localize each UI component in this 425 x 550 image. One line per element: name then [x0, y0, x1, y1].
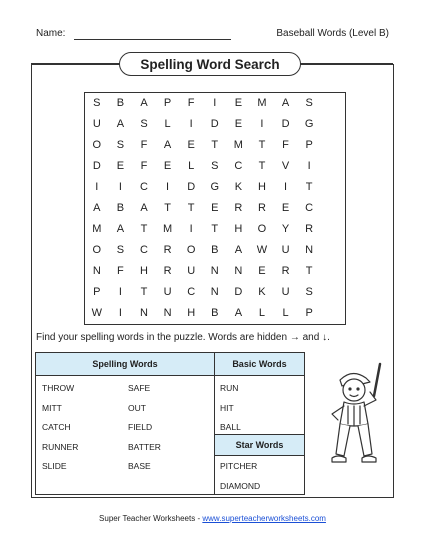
- basic-word: RUN: [220, 383, 239, 393]
- basic-words-heading: Basic Words: [215, 353, 304, 376]
- grid-letter[interactable]: I: [307, 160, 311, 172]
- grid-letter[interactable]: D: [92, 160, 101, 172]
- grid-letter[interactable]: M: [233, 139, 243, 151]
- star-word: DIAMOND: [220, 480, 261, 491]
- grid-letter[interactable]: N: [210, 286, 219, 298]
- spelling-word: THROW: [42, 383, 75, 393]
- grid-letter[interactable]: F: [140, 160, 148, 172]
- grid-letter[interactable]: C: [140, 181, 148, 193]
- title-rule-left: [31, 63, 120, 64]
- grid-letter[interactable]: I: [118, 307, 122, 319]
- grid-letter[interactable]: E: [258, 265, 266, 277]
- grid-letter[interactable]: L: [282, 307, 289, 319]
- spelling-word: RUNNER: [42, 441, 79, 452]
- spelling-word: FIELD: [128, 422, 153, 432]
- spelling-word: SLIDE: [42, 461, 67, 471]
- grid-letter[interactable]: P: [305, 139, 313, 151]
- grid-letter[interactable]: H: [234, 223, 243, 235]
- grid-letter[interactable]: N: [140, 307, 148, 319]
- grid-letter[interactable]: R: [257, 202, 266, 214]
- grid-letter[interactable]: R: [163, 265, 172, 277]
- worksheet-level: Baseball Words (Level B): [276, 28, 389, 39]
- grid-letter[interactable]: E: [187, 139, 195, 151]
- grid-letter[interactable]: O: [92, 244, 102, 256]
- grid-letter[interactable]: R: [163, 244, 172, 256]
- grid-letter[interactable]: L: [258, 307, 266, 319]
- grid-letter[interactable]: B: [116, 97, 125, 109]
- grid-letter[interactable]: F: [117, 265, 124, 277]
- grid-letter[interactable]: S: [305, 286, 313, 298]
- grid-letter[interactable]: N: [92, 265, 101, 277]
- basic-word: BALL: [220, 422, 241, 432]
- grid-letter[interactable]: A: [140, 97, 148, 109]
- grid-letter[interactable]: I: [284, 181, 288, 193]
- grid-letter[interactable]: F: [140, 139, 148, 151]
- grid-letter[interactable]: C: [140, 244, 148, 256]
- grid-letter[interactable]: B: [211, 244, 219, 256]
- instructions: Find your spelling words in the puzzle. Words are hidden → and ↓.: [36, 332, 330, 343]
- grid-letter[interactable]: D: [281, 118, 290, 130]
- spelling-word: SAFE: [128, 383, 151, 393]
- grid-letter[interactable]: H: [257, 181, 266, 193]
- grid-row: [85, 282, 345, 303]
- grid-letter[interactable]: L: [188, 160, 195, 172]
- grid-letter[interactable]: I: [95, 181, 99, 193]
- grid-letter[interactable]: A: [93, 202, 101, 214]
- grid-letter[interactable]: P: [93, 286, 101, 298]
- grid-letter[interactable]: T: [140, 223, 148, 235]
- grid-letter[interactable]: I: [118, 181, 122, 193]
- grid-letter[interactable]: N: [305, 244, 314, 256]
- grid-letter[interactable]: I: [189, 118, 193, 130]
- baseball-player-illustration: [318, 362, 392, 474]
- grid-letter[interactable]: S: [116, 244, 125, 256]
- grid-letter[interactable]: M: [257, 97, 267, 109]
- grid-letter[interactable]: A: [140, 202, 148, 214]
- grid-letter[interactable]: H: [140, 265, 148, 277]
- title-rule-right: [299, 63, 393, 64]
- grid-letter[interactable]: V: [281, 160, 290, 172]
- grid-letter[interactable]: W: [256, 244, 268, 256]
- grid-letter[interactable]: P: [163, 97, 172, 109]
- spelling-word: CATCH: [42, 422, 71, 432]
- grid-letter[interactable]: H: [187, 307, 196, 319]
- grid-letter[interactable]: T: [187, 202, 195, 214]
- grid-letter[interactable]: A: [163, 139, 172, 151]
- grid-letter[interactable]: U: [187, 265, 196, 277]
- grid-letter[interactable]: E: [211, 202, 219, 214]
- grid-letter[interactable]: T: [258, 139, 266, 151]
- grid-letter[interactable]: E: [281, 202, 290, 214]
- grid-letter[interactable]: C: [187, 286, 196, 298]
- grid-letter[interactable]: C: [305, 202, 314, 214]
- table-divider: [214, 353, 215, 494]
- grid-row: [85, 156, 345, 177]
- grid-letter[interactable]: B: [211, 307, 219, 319]
- grid-letter[interactable]: A: [234, 244, 243, 256]
- grid-letter[interactable]: S: [211, 160, 219, 172]
- grid-letter[interactable]: T: [258, 160, 266, 172]
- grid-letter[interactable]: O: [92, 139, 102, 151]
- grid-letter[interactable]: A: [281, 97, 290, 109]
- grid-letter[interactable]: N: [234, 265, 243, 277]
- spelling-word: MITT: [42, 402, 62, 413]
- grid-letter[interactable]: T: [164, 202, 171, 214]
- basic-word: HIT: [220, 402, 234, 413]
- spelling-words-heading: Spelling Words: [36, 353, 214, 376]
- grid-row: [85, 198, 345, 219]
- grid-row: [85, 219, 345, 240]
- grid-letter[interactable]: B: [116, 202, 125, 214]
- word-search-grid: [84, 92, 346, 325]
- footer-prefix: Super Teacher Worksheets -: [99, 514, 203, 523]
- grid-letter[interactable]: T: [305, 265, 313, 277]
- star-words-heading: Star Words: [215, 434, 304, 456]
- grid-letter[interactable]: U: [92, 118, 101, 130]
- grid-letter[interactable]: T: [211, 223, 219, 235]
- grid-letter[interactable]: M: [92, 223, 102, 235]
- grid-letter[interactable]: I: [260, 118, 264, 130]
- grid-letter[interactable]: O: [257, 223, 267, 235]
- grid-letter[interactable]: N: [210, 265, 219, 277]
- grid-letter[interactable]: E: [234, 118, 243, 130]
- name-label: Name:: [36, 28, 66, 39]
- grid-letter[interactable]: W: [91, 307, 102, 319]
- grid-letter[interactable]: I: [213, 97, 217, 109]
- grid-letter[interactable]: A: [116, 223, 125, 235]
- grid-letter[interactable]: T: [211, 139, 219, 151]
- grid-letter[interactable]: U: [281, 286, 290, 298]
- grid-letter[interactable]: G: [304, 118, 314, 130]
- grid-letter[interactable]: T: [305, 181, 313, 193]
- grid-letter[interactable]: K: [258, 286, 266, 298]
- word-bank-table: [35, 352, 305, 495]
- spelling-word: BASE: [128, 461, 151, 471]
- grid-letter[interactable]: U: [281, 244, 290, 256]
- grid-letter[interactable]: U: [163, 286, 172, 298]
- grid-letter[interactable]: E: [116, 160, 125, 172]
- grid-letter[interactable]: F: [282, 139, 289, 151]
- grid-letter[interactable]: R: [281, 265, 290, 277]
- grid-letter[interactable]: S: [305, 97, 313, 109]
- grid-letter[interactable]: P: [305, 307, 313, 319]
- grid-letter[interactable]: Y: [281, 223, 290, 235]
- spelling-word: OUT: [128, 402, 146, 413]
- grid-letter[interactable]: O: [186, 244, 196, 256]
- footer: [0, 514, 425, 523]
- grid-row: [85, 93, 345, 114]
- grid-letter[interactable]: D: [234, 286, 243, 298]
- grid-letter[interactable]: K: [234, 181, 243, 193]
- grid-row: [85, 303, 345, 324]
- worksheet-header: [36, 28, 389, 44]
- grid-letter[interactable]: I: [189, 223, 193, 235]
- grid-letter[interactable]: S: [93, 97, 101, 109]
- grid-letter[interactable]: R: [305, 223, 314, 235]
- grid-letter[interactable]: I: [118, 286, 122, 298]
- grid-letter[interactable]: N: [163, 307, 172, 319]
- grid-row: [85, 261, 345, 282]
- grid-row: [85, 177, 345, 198]
- grid-letter[interactable]: C: [234, 160, 243, 172]
- grid-letter[interactable]: E: [163, 160, 172, 172]
- spelling-word: BATTER: [128, 441, 161, 452]
- grid-letter[interactable]: R: [234, 202, 243, 214]
- grid-letter[interactable]: D: [210, 118, 219, 130]
- star-word: PITCHER: [220, 461, 258, 471]
- page-title: Spelling Word Search: [119, 52, 301, 76]
- footer-link[interactable]: www.superteacherworksheets.com: [202, 514, 326, 523]
- grid-letter[interactable]: F: [187, 97, 195, 109]
- grid-row: [85, 114, 345, 135]
- grid-row: [85, 135, 345, 156]
- grid-letter[interactable]: A: [116, 118, 125, 130]
- grid-letter[interactable]: M: [162, 223, 173, 235]
- grid-row: [85, 240, 345, 261]
- grid-letter[interactable]: I: [166, 181, 170, 193]
- grid-letter[interactable]: S: [116, 139, 125, 151]
- grid-letter[interactable]: E: [234, 97, 243, 109]
- grid-letter[interactable]: G: [210, 181, 220, 193]
- grid-letter[interactable]: T: [140, 286, 148, 298]
- grid-letter[interactable]: D: [187, 181, 196, 193]
- grid-letter[interactable]: A: [234, 307, 243, 319]
- grid-letter[interactable]: L: [164, 118, 171, 130]
- name-write-line[interactable]: [74, 39, 231, 40]
- grid-letter[interactable]: S: [140, 118, 148, 130]
